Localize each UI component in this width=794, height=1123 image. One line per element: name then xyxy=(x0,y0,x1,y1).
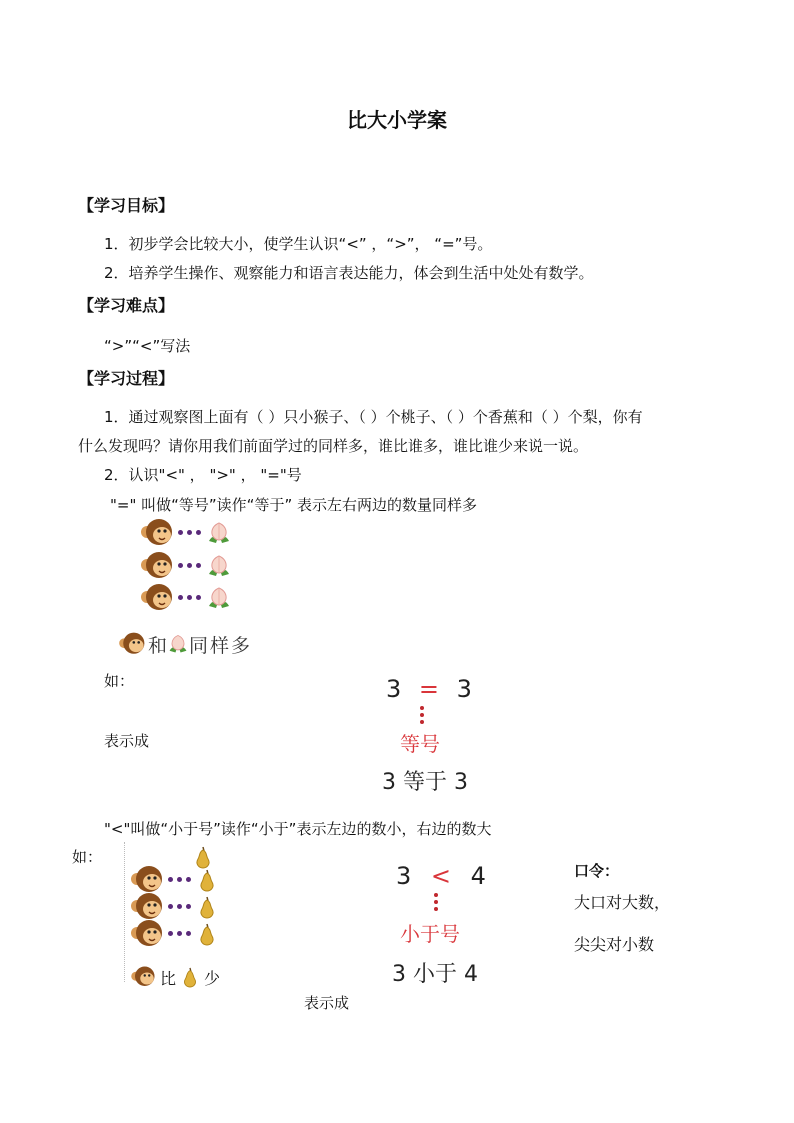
caption-he: 和 xyxy=(148,634,168,657)
caption-bi: 比 xyxy=(160,968,177,988)
less-expression xyxy=(396,862,486,890)
expr-right: 4 xyxy=(470,862,486,890)
monkey-peach-row xyxy=(140,517,232,549)
pointer-dots xyxy=(420,706,424,727)
pear-icon xyxy=(196,922,218,946)
slogan-title: 口令： xyxy=(574,862,620,880)
monkey-icon xyxy=(130,918,166,950)
ru-label-2: 如： xyxy=(72,848,103,866)
monkey-icon xyxy=(140,582,176,614)
expr-left: 3 xyxy=(396,862,412,890)
pear-icon xyxy=(196,895,218,919)
dots xyxy=(176,529,206,537)
difficulty-text: “>”“<”写法 xyxy=(104,337,191,355)
process-1-line-2: 什么发现吗？请你用我们前面学过的同样多，谁比谁多，谁比谁少来说一说。 xyxy=(78,437,589,455)
peach-icon xyxy=(206,586,232,610)
process-1-line-1: 1．通过观察图上面有（ ）只小猴子、（ ）个桃子、（ ）个香蕉和（ ）个梨，你有 xyxy=(104,408,643,426)
caption-shao: 少 xyxy=(204,968,221,988)
monkey-icon xyxy=(118,631,148,657)
biaoshi-label-2: 表示成 xyxy=(304,994,350,1012)
monkey-icon xyxy=(130,965,158,989)
dots xyxy=(176,594,206,602)
equal-description: "=" 叫做“等号”读作“等于” 表示左右两边的数量同样多 xyxy=(110,496,477,514)
less-sign: < xyxy=(430,862,452,890)
process-heading: 【学习过程】 xyxy=(78,369,175,388)
sign-name-less: 小于号 xyxy=(400,922,460,946)
reading-less: 3 小于 4 xyxy=(392,962,478,987)
equal-sign: = xyxy=(418,675,440,703)
slogan-line-2: 尖尖对小数 xyxy=(574,935,655,954)
dots xyxy=(166,930,196,938)
less-caption xyxy=(130,961,220,993)
pear-icon xyxy=(180,966,200,988)
monkey-pear-row xyxy=(130,918,218,950)
sign-name-equal: 等号 xyxy=(400,732,440,756)
dots xyxy=(166,903,196,911)
difficulty-heading: 【学习难点】 xyxy=(78,296,175,315)
page-title: 比大小学案 xyxy=(347,108,447,132)
peach-icon xyxy=(206,521,232,545)
less-description: "<"叫做“小于号”读作“小于”表示左边的数小，右边的数大 xyxy=(104,820,492,838)
equal-caption xyxy=(118,628,252,660)
pointer-dots xyxy=(434,893,438,914)
peach-icon xyxy=(206,554,232,578)
equal-expression xyxy=(386,675,472,703)
ru-label-1: 如： xyxy=(104,672,135,690)
monkey-icon xyxy=(140,517,176,549)
monkey-peach-row xyxy=(140,550,232,582)
goal-2: 2．培养学生操作、观察能力和语言表达能力，体会到生活中处处有数学。 xyxy=(104,264,594,282)
slogan-line-1: 大口对大数， xyxy=(574,893,671,912)
dots xyxy=(166,876,196,884)
pear-icon xyxy=(196,868,218,892)
process-2: 2．认识"<" ， ">" ， "="号 xyxy=(104,466,302,484)
reading-equal: 3 等于 3 xyxy=(382,770,468,795)
biaoshi-label-1: 表示成 xyxy=(104,732,150,750)
monkey-icon xyxy=(140,550,176,582)
monkey-peach-row xyxy=(140,582,232,614)
peach-icon xyxy=(167,633,189,655)
goal-1: 1．初步学会比较大小，使学生认识“<” ，“>”， “=”号。 xyxy=(104,235,493,253)
caption-same: 同样多 xyxy=(189,634,253,657)
dots xyxy=(176,562,206,570)
goals-heading: 【学习目标】 xyxy=(78,196,175,215)
expr-left: 3 xyxy=(386,675,402,703)
expr-right: 3 xyxy=(456,675,472,703)
